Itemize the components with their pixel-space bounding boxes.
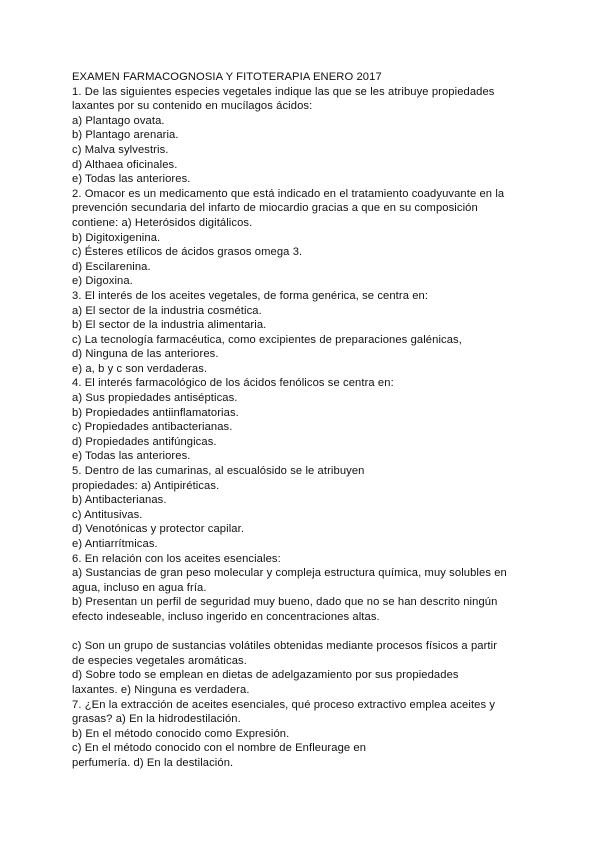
text-line: perfumería. d) En la destilación. [72, 756, 234, 769]
text-line: a) El sector de la industria cosmética. [72, 304, 262, 317]
text-line: c) Antitusivas. [72, 508, 143, 521]
text-line: e) Todas las anteriores. [72, 450, 191, 463]
text-line: b) Antibacterianas. [72, 494, 167, 507]
exam-text [72, 70, 512, 771]
text-line: 1. De las siguientes especies vegetales indique las que se les atribuye propiedades [72, 85, 495, 98]
text-line: agua, incluso en agua fría. [72, 581, 207, 594]
text-line: b) El sector de la industria alimentaria. [72, 319, 267, 332]
text-line: 4. El interés farmacológico de los ácidos fenólicos se centra en: [72, 377, 394, 390]
text-line: d) Althaea oficinales. [72, 158, 178, 171]
text-line: a) Sus propiedades antisépticas. [72, 392, 238, 405]
text-line: b) Digitoxigenina. [72, 231, 161, 244]
text-line: b) En el método conocido como Expresión. [72, 727, 290, 740]
text-line: 3. El interés de los aceites vegetales, de forma genérica, se centra en: [72, 289, 429, 302]
text-line: d) Escilarenina. [72, 260, 151, 273]
text-line: laxantes. e) Ninguna es verdadera. [72, 683, 250, 696]
text-line: contiene: a) Heterósidos digitálicos. [72, 216, 253, 229]
text-line: d) Sobre todo se emplean en dietas de adelgazamiento por sus propiedades [72, 669, 459, 682]
text-line: e) Todas las anteriores. [72, 173, 191, 186]
text-line: c) Son un grupo de sustancias volátiles obtenidas mediante procesos físicos a partir [72, 640, 498, 653]
text-line: 2. Omacor es un medicamento que está indicado en el tratamiento coadyuvante en la [72, 187, 505, 200]
text-line: d) Propiedades antifúngicas. [72, 435, 217, 448]
text-line: e) Antiarrítmicas. [72, 538, 158, 550]
text-line: d) Venotónicas y protector capilar. [72, 523, 245, 536]
text-line: a) Sustancias de gran peso molecular y compleja estructura química, muy solubles en [72, 567, 507, 580]
text-line: a) Plantago ovata. [72, 114, 165, 127]
text-line: e) Digoxina. [72, 275, 133, 288]
text-line: c) Ésteres etílicos de ácidos grasos omega 3. [72, 246, 303, 259]
text-line: efecto indeseable, incluso ingerido en concentraciones altas. [72, 610, 380, 623]
text-line: c) Propiedades antibacterianas. [72, 421, 233, 434]
text-line: d) Ninguna de las anteriores. [72, 348, 219, 361]
text-line: grasas? a) En la hidrodestilación. [72, 713, 241, 726]
blank-line [72, 625, 512, 640]
text-line: b) Plantago arenaria. [72, 129, 179, 142]
text-line: b) Propiedades antiinflamatorias. [72, 406, 239, 419]
text-line: b) Presentan un perfil de seguridad muy bueno, dado que no se han descrito ningún [72, 596, 498, 609]
text-line: e) a, b y c son verdaderas. [72, 362, 208, 375]
text-line: 5. Dentro de las cumarinas, al escualósido se le atribuyen [72, 465, 365, 478]
text-line: laxantes por su contenido en mucílagos ácidos: [72, 100, 313, 113]
text-line: de especies vegetales aromáticas. [72, 654, 247, 667]
text-line: c) Malva sylvestris. [72, 143, 169, 156]
text-line: propiedades: a) Antipiréticas. [72, 479, 220, 492]
text-line: 7. ¿En la extracción de aceites esenciales, qué proceso extractivo emplea aceites y [72, 698, 496, 711]
document-title: EXAMEN FARMACOGNOSIA Y FITOTERAPIA ENERO 2017 [72, 71, 382, 83]
text-line: c) La tecnología farmacéutica, como excipientes de preparaciones galénicas, [72, 333, 462, 346]
text-line: prevención secundaria del infarto de miocardio gracias a que en su composición [72, 202, 478, 215]
text-line: c) En el método conocido con el nombre de Enfleurage en [72, 742, 367, 755]
text-line: 6. En relación con los aceites esenciales: [72, 552, 281, 565]
